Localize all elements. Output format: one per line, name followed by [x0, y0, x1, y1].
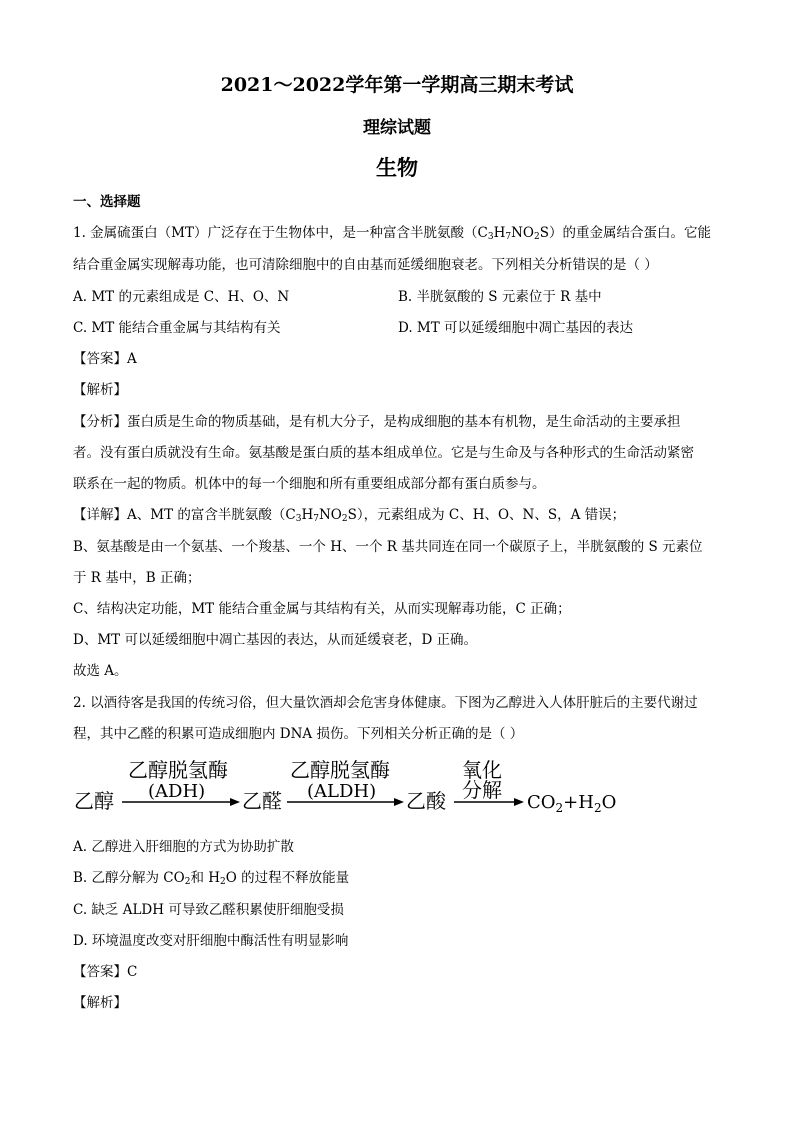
q1-xiangjie-text: S），元素组成为 C、H、O、N、S，A 错误；: [347, 507, 626, 523]
q1-xiangjie-a: [73, 506, 625, 528]
section-title: 一、选择题: [73, 194, 141, 210]
enzyme2-abbr: (ALDH): [307, 781, 377, 802]
q2-option-a: A. 乙醇进入肝细胞的方式为协助扩散: [73, 839, 294, 855]
formula-part: CO: [527, 792, 556, 813]
acetic-acid-label: 乙酸: [406, 789, 446, 813]
q1-option-b: B. 半胱氨酸的 S 元素位于 R 基中: [398, 289, 602, 305]
subject-title: 生物: [376, 155, 418, 180]
q1-option-d: D. MT 可以延缓细胞中凋亡基因的表达: [398, 320, 634, 336]
subject-group-title: 理综试题: [363, 118, 431, 138]
q1-xiangjie-b-line1: B、氨基酸是由一个氨基、一个羧基、一个 H、一个 R 基共同连在同一个碳原子上，半胱氨酸的 S 元素位: [73, 539, 703, 555]
q2-option-b-text: O 的过程不释放能量: [225, 870, 350, 886]
subscript: 3: [487, 232, 494, 242]
subscript: 2: [533, 232, 540, 242]
q2-option-d: D. 环境温度改变对肝细胞中酶活性有明显影响: [73, 933, 349, 949]
q1-stem-text: NO: [511, 225, 534, 241]
q1-fenxi-line3: 联系在一起的物质。机体中的每一个细胞和所有重要组成部分都有蛋白质参与。: [73, 476, 546, 492]
ethanol-metabolism-diagram: [72, 755, 632, 825]
subscript: 2: [184, 877, 191, 887]
arrowhead-3: [514, 798, 524, 806]
subscript: 2: [341, 514, 348, 524]
q1-xiangjie-text: NO: [318, 507, 342, 523]
arrowhead-1: [230, 798, 240, 806]
ethanol-label: 乙醇: [74, 789, 114, 813]
subscript: 7: [505, 232, 512, 242]
process-bottom-label: 分解: [462, 778, 502, 802]
q2-option-b-text: B. 乙醇分解为 CO: [73, 870, 185, 886]
enzyme1-abbr: (ADH): [148, 781, 206, 802]
enzyme2-label: 乙醇脱氢酶: [290, 758, 390, 782]
subscript: 2: [220, 877, 226, 887]
subscript: 7: [313, 514, 319, 524]
q1-fenxi-line1: 【分析】蛋白质是生命的物质基础，是有机大分子，是构成细胞的基本有机物，是生命活动的主要承担: [73, 414, 681, 430]
enzyme1-label: 乙醇脱氢酶: [128, 758, 228, 782]
formula-part: O: [601, 792, 617, 813]
q1-xiangjie-text: H: [301, 507, 314, 523]
q1-stem-text: S）的重金属结合蛋白。它能: [539, 225, 711, 241]
formula-subscript: 2: [593, 801, 602, 815]
q1-analysis-label: 【解析】: [73, 382, 127, 398]
q1-stem-text: H: [493, 225, 506, 241]
q1-fenxi-line2: 者。没有蛋白质就没有生命。氨基酸是蛋白质的基本组成单位。它是与生命及与各种形式的生命活动紧密: [73, 445, 694, 461]
q1-xiangjie-b-line2: 于 R 基中，B 正确；: [73, 570, 201, 586]
q2-option-b: [73, 869, 349, 891]
q1-option-c: C. MT 能结合重金属与其结构有关: [73, 320, 281, 336]
q2-option-c: C. 缺乏 ALDH 可导致乙醛积累使肝细胞受损: [73, 902, 344, 918]
q1-stem-line1: [73, 224, 711, 246]
product-formula: [527, 792, 616, 815]
q2-stem-line1: 2. 以酒待客是我国的传统习俗，但大量饮酒却会危害身体健康。下图为乙醇进入人体肝脏后的主要代谢过: [73, 695, 698, 711]
acetaldehyde-label: 乙醛: [242, 789, 282, 813]
q1-option-a: A. MT 的元素组成是 C、H、O、N: [73, 289, 290, 305]
q1-xiangjie-text: 【详解】A、MT 的富含半胱氨酸（C: [73, 507, 296, 523]
q1-answer: 【答案】A: [73, 351, 137, 367]
q1-conclusion: 故选 A。: [73, 663, 128, 679]
arrowhead-2: [394, 798, 404, 806]
q1-stem-line2: 结合重金属实现解毒功能，也可清除细胞中的自由基而延缓细胞衰老。下列相关分析错误的是（ ）: [73, 257, 658, 273]
q2-answer: 【答案】C: [73, 964, 138, 980]
process-top-label: 氧化: [462, 758, 502, 782]
q1-xiangjie-c: C、结构决定功能，MT 能结合重金属与其结构有关，从而实现解毒功能，C 正确；: [73, 601, 571, 617]
subscript: 3: [295, 514, 302, 524]
q2-stem-line2: 程，其中乙醛的积累可造成细胞内 DNA 损伤。下列相关分析正确的是（ ）: [73, 726, 524, 742]
q2-analysis-label: 【解析】: [73, 995, 127, 1011]
formula-subscript: 2: [555, 801, 564, 815]
q1-stem-text: 1. 金属硫蛋白（MT）广泛存在于生物体中，是一种富含半胱氨酸（C: [73, 225, 488, 241]
q1-xiangjie-d: D、MT 可以延缓细胞中凋亡基因的表达，从而延缓衰老，D 正确。: [73, 632, 478, 648]
exam-title: 2021～2022学年第一学期高三期末考试: [220, 74, 574, 96]
q2-option-b-text: 和 H: [190, 870, 221, 886]
formula-part: +H: [563, 792, 594, 813]
